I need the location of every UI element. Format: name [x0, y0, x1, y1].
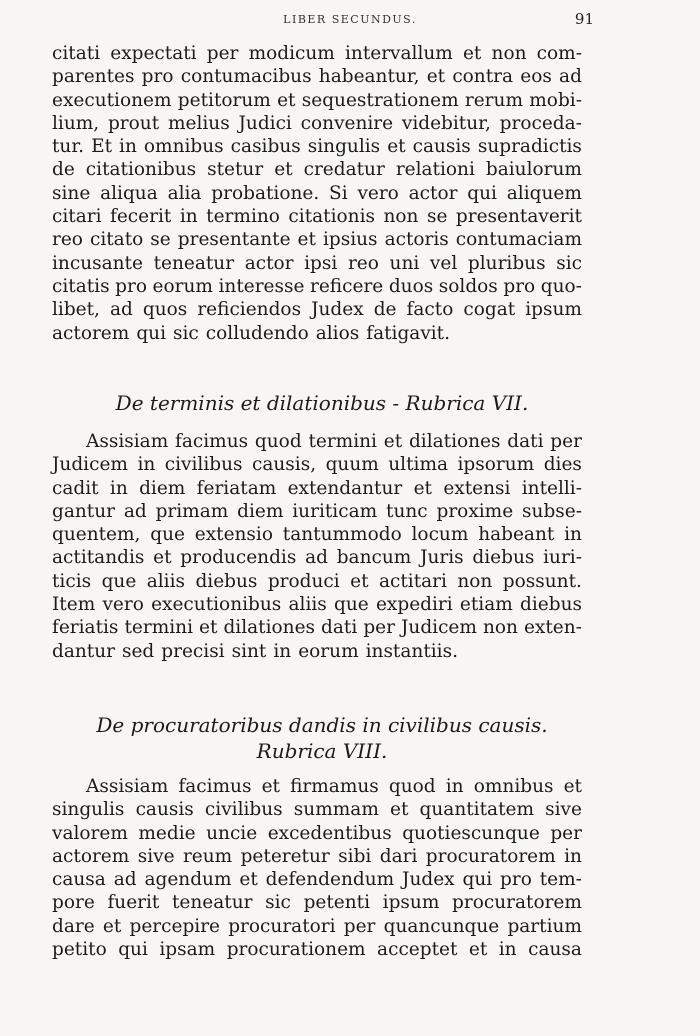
text-line: ticis que aliis diebus produci et actitari non possunt. [52, 570, 582, 592]
text-line: libet, ad quos reficiendos Judex de facto cogat ipsum [52, 299, 582, 321]
text-line: Judicem in civilibus causis, quum ultima ipsorum dies [52, 454, 582, 476]
text-line: actitandis et producendis ad bancum Juris diebus iuri- [52, 547, 582, 569]
text-line: cadit in diem feriatam extendantur et extensi intelli- [52, 477, 582, 499]
text-line: Item vero executionibus aliis que expediri etiam diebus [52, 594, 582, 616]
text-line: gantur ad primam diem iuriticam tunc proxime subse- [52, 500, 582, 522]
paragraph-continued [52, 42, 582, 345]
text-line: quentem, que extensio tantummodo locum habeant in [52, 524, 582, 546]
text-line: executionem petitorum et sequestrationem rerum mobi- [52, 89, 582, 111]
text-line: dare et percepire procuratori per quancunque partium [52, 915, 582, 937]
text-line: Assisiam facimus quod termini et dilationes dati per [86, 431, 582, 452]
text-line: actorem qui sic colludendo alios fatigavit. [52, 322, 451, 344]
text-line: Assisiam facimus et firmamus quod in omnibus et [86, 776, 582, 797]
text-line: dantur sed precisi sint in eorum instantiis. [52, 640, 458, 662]
text-line: tur. Et in omnibus casibus singulis et causis supradictis [52, 136, 582, 158]
heading-rubrica-viii-title: De procuratoribus dandis in civilibus causis. [96, 713, 548, 737]
text-line: valorem medie uncie excedentibus quotiescunque per [52, 822, 582, 844]
text-line: citatis pro eorum interesse reficere duos soldos pro quo- [52, 275, 582, 297]
text-line: feriatis termini et dilationes dati per Judicem non exten- [52, 617, 582, 639]
text-line: parentes pro contumacibus habeantur, et contra eos ad [52, 66, 582, 88]
text-line: lium, prout melius Judici convenire videbitur, proceda- [52, 112, 582, 134]
text-line: sine aliqua alia probatione. Si vero actor qui aliquem [52, 182, 582, 204]
section-heading-rubrica-viii-line1 [52, 712, 592, 738]
text-line: pore fuerit teneatur sic petenti ipsum procuratorem [52, 892, 582, 914]
text-line: de citationibus stetur et credatur relationi baiulorum [52, 159, 582, 181]
heading-rubrica-viii-number: Rubrica VIII. [256, 739, 388, 763]
running-title: LIBER SECUNDUS. [283, 13, 417, 26]
text-line: petito qui ipsam procurationem acceptet et in causa [52, 939, 582, 961]
text-line: citati expectati per modicum intervallum et non com- [52, 43, 582, 64]
text-line: singulis causis civilibus summam et quantitatem sive [52, 799, 582, 821]
text-line: causa ad agendum et defendendum Judex qui pro tem- [52, 869, 582, 891]
text-line: incusante teneatur actor ipsi reo uni vel pluribus sic [52, 252, 582, 274]
running-head [0, 10, 700, 34]
heading-rubrica-vii-text: De terminis et dilationibus - Rubrica VII. [115, 391, 529, 415]
text-line: reo citato se presentante et ipsius actoris contumaciam [52, 229, 582, 251]
section-heading-rubrica-vii [52, 390, 592, 416]
section-heading-rubrica-viii-line2 [52, 738, 592, 764]
text-line: actorem sive reum peteretur sibi dari procuratorem in [52, 845, 582, 867]
paragraph-rubrica-viii [52, 775, 582, 961]
page-number: 91 [574, 10, 594, 28]
paragraph-rubrica-vii [52, 430, 582, 663]
text-line: citari fecerit in termino citationis non se presentaverit [52, 206, 582, 228]
